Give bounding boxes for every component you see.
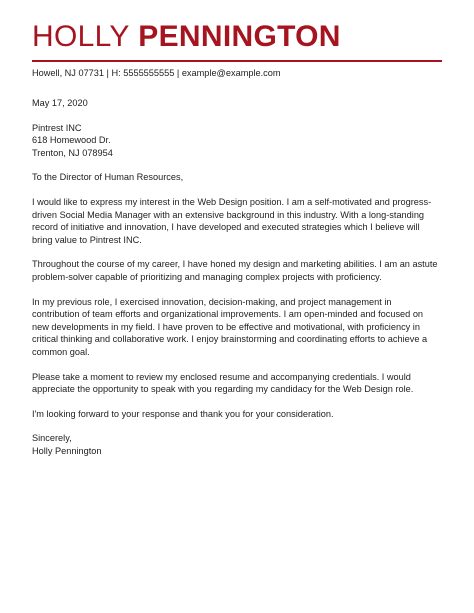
paragraph-experience: In my previous role, I exercised innovation, decision-making, and project management in contribution of team efforts and organizational improvements. I am open-minded and focused on new developments in my field. I have proven to be effective and motivational, with proficiency in critical thinking and collaborative work. I enjoy brainstorming and coordinating efforts to achieve a common goal. — [32, 296, 428, 357]
letter-closing — [32, 432, 442, 457]
paragraph-request: Please take a moment to review my enclosed resume and accompanying credentials. I would appreciate the opportunity to speak with you regarding my candidacy for the Web Design role. — [32, 371, 414, 395]
signature-name: Holly Pennington — [32, 445, 102, 456]
recipient-company: Pintrest INC — [32, 122, 82, 133]
applicant-last-name: PENNINGTON — [138, 20, 341, 53]
salutation: To the Director of Human Resources, — [32, 172, 184, 183]
recipient-street: 618 Homewood Dr. — [32, 135, 111, 146]
closing-phrase: Sincerely, — [32, 433, 72, 444]
recipient-address — [32, 122, 442, 160]
letter-date: May 17, 2020 — [32, 98, 88, 108]
recipient-city: Trenton, NJ 078954 — [32, 147, 113, 158]
contact-info: Howell, NJ 07731 | H: 5555555555 | example@example.com — [32, 68, 281, 78]
letter-body — [32, 97, 442, 457]
paragraph-thanks: I'm looking forward to your response and thank you for your consideration. — [32, 408, 334, 419]
paragraph-skills: Throughout the course of my career, I have honed my design and marketing abilities. I am an astute problem-solver capable of prioritizing and managing complex projects with proficiency. — [32, 259, 438, 282]
letter-header — [32, 0, 442, 79]
applicant-name — [32, 20, 442, 54]
header-divider — [32, 60, 442, 62]
paragraph-intro: I would like to express my interest in the Web Design position. I am a self-motivated and progress-driven Social Media Manager with an extensive background in this industry. With a long-standing record of initiative and innovation, I have developed and executed strategies which I believe will bring value to Pintrest INC. — [32, 196, 432, 245]
applicant-first-name: HOLLY — [32, 20, 130, 53]
